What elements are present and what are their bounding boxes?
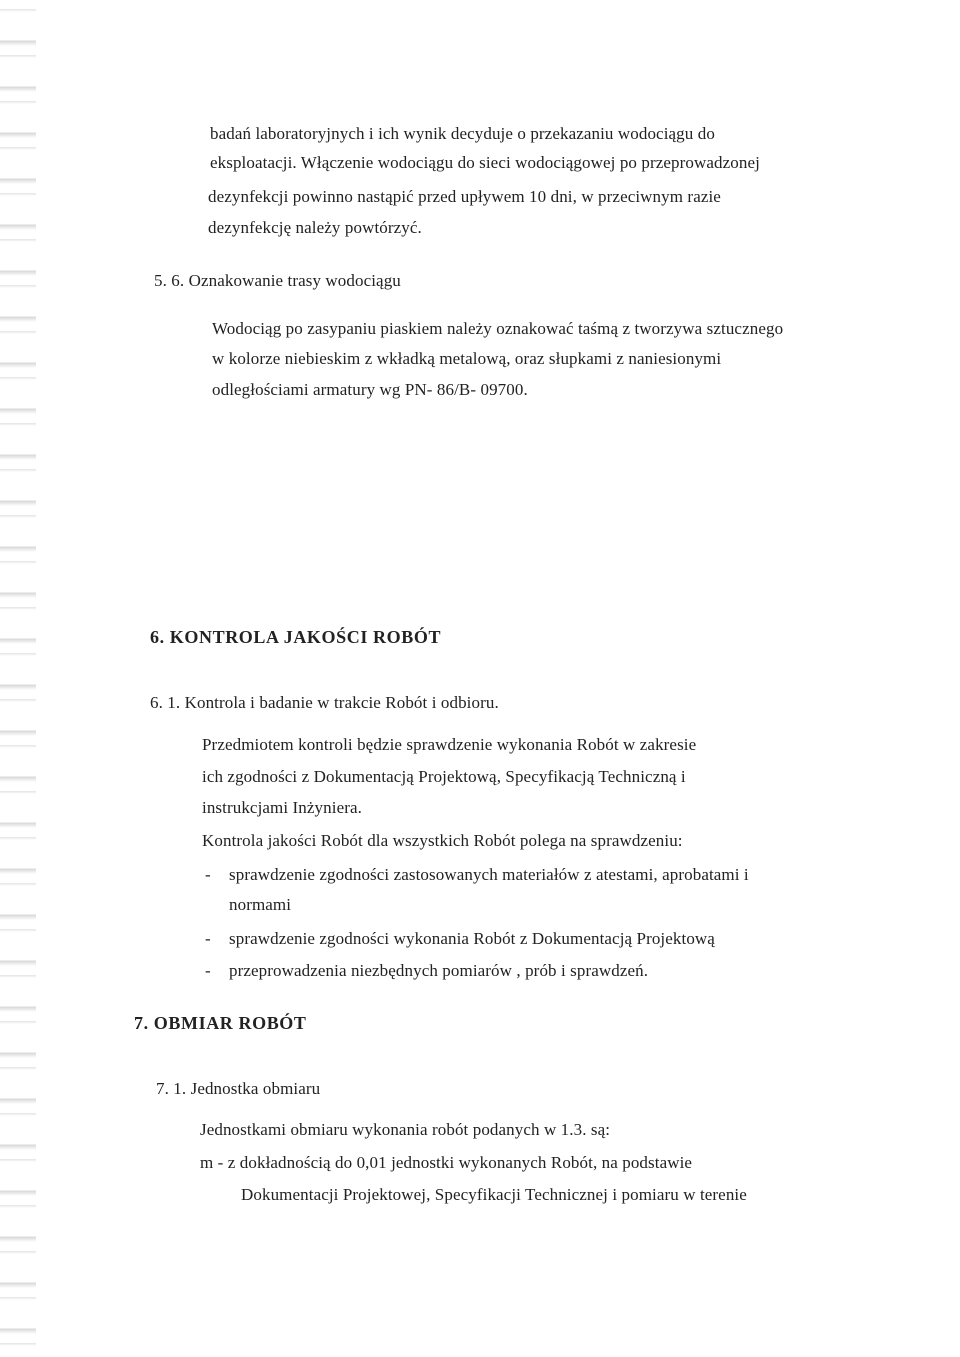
paragraph-line: ich zgodności z Dokumentacją Projektową, Specyfikacją Techniczną i [202,767,686,786]
section-7-heading: 7. OBMIAR ROBÓT [134,1013,307,1033]
paragraph-line: Dokumentacji Projektowej, Specyfikacji Technicznej i pomiaru w terenie [241,1185,747,1204]
paragraph-line: odległościami armatury wg PN- 86/B- 09700. [212,380,528,399]
paragraph-line: Jednostkami obmiaru wykonania robót podanych w 1.3. są: [200,1120,611,1139]
bullet-item [205,864,749,886]
section-5-6-heading: 5. 6. Oznakowanie trasy wodociągu [154,271,401,290]
bullet-item [205,928,715,950]
bullet-text: sprawdzenie zgodności wykonania Robót z Dokumentacją Projektową [229,929,715,948]
bullet-dash: - [205,929,211,948]
paragraph-line: dezynfekcję należy powtórzyć. [208,218,422,237]
scan-edge-artifact [0,0,36,1357]
paragraph-line: Kontrola jakości Robót dla wszystkich Robót polega na sprawdzeniu: [202,831,683,850]
bullet-text: przeprowadzenia niezbędnych pomiarów , prób i sprawdzeń. [229,961,649,980]
paragraph-line: Przedmiotem kontroli będzie sprawdzenie wykonania Robót w zakresie [202,735,697,754]
section-7-1-heading: 7. 1. Jednostka obmiaru [156,1079,321,1098]
paragraph-line: m - z dokładnością do 0,01 jednostki wykonanych Robót, na podstawie [200,1153,693,1172]
section-6-heading: 6. KONTROLA JAKOŚCI ROBÓT [150,627,442,647]
bullet-dash: - [205,961,211,980]
paragraph-line: badań laboratoryjnych i ich wynik decyduje o przekazaniu wodociągu do [210,124,715,143]
paragraph-line: dezynfekcji powinno nastąpić przed upływem 10 dni, w przeciwnym razie [208,187,721,206]
paragraph-line: instrukcjami Inżyniera. [202,798,362,817]
bullet-dash: - [205,865,211,884]
bullet-continuation: normami [229,895,292,914]
paragraph-line: Wodociąg po zasypaniu piaskiem należy oznakować taśmą z tworzywa sztucznego [212,319,784,338]
bullet-text: sprawdzenie zgodności zastosowanych materiałów z atestami, aprobatami i [229,865,749,884]
paragraph-line: w kolorze niebieskim z wkładką metalową, oraz słupkami z naniesionymi [212,349,722,368]
paragraph-line: eksploatacji. Włączenie wodociągu do sieci wodociągowej po przeprowadzonej [210,153,760,172]
bullet-item [205,960,648,982]
section-6-1-heading: 6. 1. Kontrola i badanie w trakcie Robót i odbioru. [150,693,499,712]
